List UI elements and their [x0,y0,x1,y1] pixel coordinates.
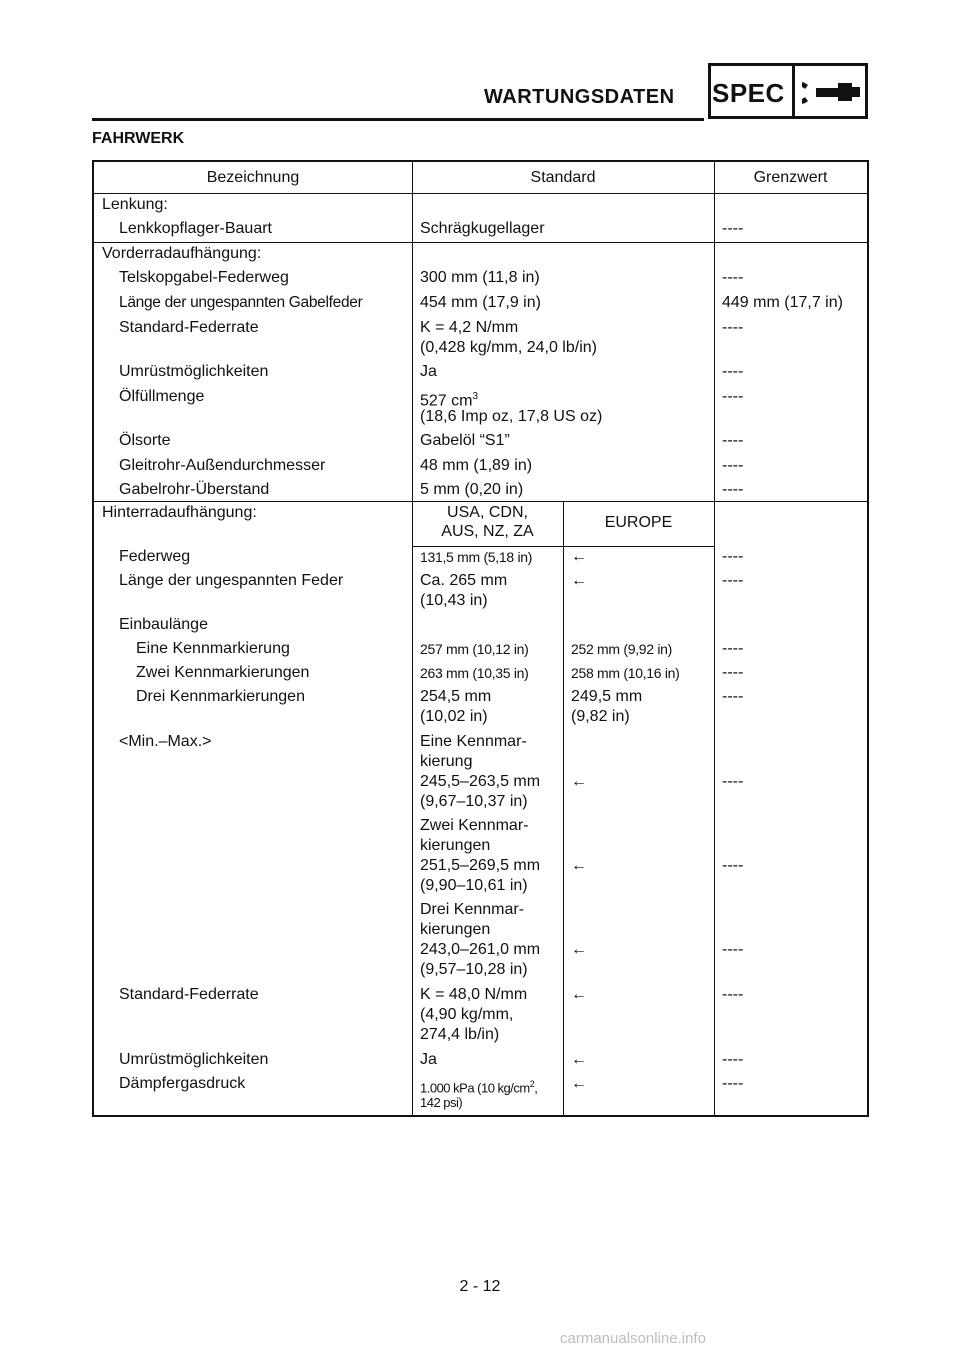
row-same-arrow: ← [571,1051,587,1068]
row-standard-cont: kierungen [420,837,491,854]
row-same-arrow: ← [571,572,587,589]
row-label: Umrüstmöglichkeiten [119,363,269,380]
row-label: Ölsorte [119,432,171,449]
region-header-a: USA, CDN, [447,504,528,521]
page-header-title: WARTUNGSDATEN [484,86,675,108]
row-standard-cont: (9,90–10,61 in) [420,877,528,894]
row-standard: K = 48,0 N/mm [420,986,528,1003]
region-header-a-cont: AUS, NZ, ZA [441,523,534,540]
row-label: Ölfüllmenge [119,388,205,405]
row-standard: 1.000 kPa (10 $kg/cm^2$, [420,1079,538,1096]
row-standard-cont: (10,02 in) [420,708,488,725]
row-standard: Ca. 265 mm [420,572,508,589]
row-standard: 48 mm (1,89 in) [420,457,533,474]
row-standard-cont: kierung [420,753,473,770]
spec-badge-label: SPEC [712,78,785,108]
row-standard-cont: (18,6 Imp oz, 17,8 US oz) [420,408,603,425]
row-standard-cont: 243,0–261,0 mm [420,941,541,958]
row-rule-1 [94,242,867,243]
page-number: 2 - 12 [459,1278,501,1295]
row-label: Länge der ungespannten Gabelfeder [119,294,363,311]
header-rule [92,118,704,121]
row-standard-cont: 251,5–269,5 mm [420,857,541,874]
row-standard: 257 mm (10,12 in) [420,641,529,657]
row-standard-cont: (9,57–10,28 in) [420,961,528,978]
spec-badge-divider [792,63,795,119]
row-label: Dämpfergasdruck [119,1075,246,1092]
group-title-front: Vorderradaufhängung: [102,245,262,262]
row-europe: 249,5 mm [571,688,643,705]
row-label: Federweg [119,548,191,565]
row-standard: Gabelöl “S1” [420,432,510,449]
row-same-arrow: ← [571,1075,587,1092]
col-divider-1 [412,162,413,1115]
row-label: Standard-Federrate [119,986,259,1003]
row-standard: Schrägkugellager [420,220,545,237]
row-limit: ---- [722,457,744,474]
row-europe: 258 mm (10,16 in) [571,665,680,681]
row-standard: 454 mm (17,9 in) [420,294,541,311]
row-limit: ---- [722,572,744,589]
spec-table [92,160,869,1117]
row-standard-cont: (0,428 kg/mm, 24,0 lb/in) [420,339,597,356]
row-label: Umrüstmöglichkeiten [119,1051,269,1068]
row-limit: ---- [722,388,744,405]
row-standard: Drei Kennmar- [420,901,525,918]
row-limit: ---- [722,1075,744,1092]
row-limit: ---- [722,269,744,286]
row-standard: 131,5 mm (5,18 in) [420,549,533,565]
group-title-rear: Hinterradaufhängung: [102,504,257,521]
section-title: FAHRWERK [92,130,185,147]
row-label: Lenkkopflager-Bauart [119,220,272,237]
row-limit: ---- [722,857,744,874]
col-header-standard: Standard [530,169,596,186]
row-limit: ---- [722,432,744,449]
row-standard-cont: (4,90 kg/mm, [420,1006,514,1023]
row-limit: ---- [722,664,744,681]
row-limit: ---- [722,548,744,565]
row-europe-cont: (9,82 in) [571,708,630,725]
row-label: Zwei Kennmarkierungen [136,664,310,681]
col-divider-3 [714,162,715,1115]
row-limit: ---- [722,640,744,657]
col-header-name: Bezeichnung [206,169,300,186]
row-same-arrow: ← [571,773,587,790]
row-limit: ---- [722,363,744,380]
row-standard: Ja [420,1051,437,1068]
row-limit: 449 mm (17,7 in) [722,294,843,311]
col-divider-2 [563,501,564,1115]
header-row-rule [94,193,867,194]
row-standard-cont: 245,5–263,5 mm [420,773,541,790]
wrench-icon [802,72,862,112]
row-limit: ---- [722,481,744,498]
row-standard: 527 $cm^3$ [420,391,479,410]
row-same-arrow: ← [571,857,587,874]
region-header-b: EUROPE [604,514,673,531]
row-standard: 254,5 mm [420,688,492,705]
row-label: Einbaulänge [119,616,208,633]
row-label: Telskopgabel-Federweg [119,269,289,286]
row-standard: 300 mm (11,8 in) [420,269,540,286]
row-standard: Zwei Kennmar- [420,817,529,834]
row-same-arrow: ← [571,986,587,1003]
row-label: Gabelrohr-Überstand [119,481,270,498]
row-standard: 5 mm (0,20 in) [420,481,524,498]
watermark-footer: carmanualsonline.info [560,1330,706,1347]
row-standard-cont: (10,43 in) [420,592,488,609]
row-label: Eine Kennmarkierung [136,640,290,657]
row-standard-cont: (9,67–10,37 in) [420,793,528,810]
row-label: Drei Kennmarkierungen [136,688,305,705]
row-label: <Min.–Max.> [119,733,212,750]
row-europe: 252 mm (9,92 in) [571,641,673,657]
row-standard: K = 4,2 N/mm [420,319,519,336]
row-standard-cont: 274,4 lb/in) [420,1026,500,1043]
row-same-arrow: ← [571,941,587,958]
col-header-limit: Grenzwert [753,169,828,186]
row-rule-2 [94,501,867,502]
row-label: Standard-Federrate [119,319,259,336]
row-label: Länge der ungespannten Feder [119,572,344,589]
row-limit: ---- [722,986,744,1003]
row-standard-cont: kierungen [420,921,491,938]
row-standard: Eine Kennmar- [420,733,527,750]
group-title-steering: Lenkung: [102,196,168,213]
row-limit: ---- [722,319,744,336]
row-standard: 263 mm (10,35 in) [420,665,529,681]
row-standard: Ja [420,363,437,380]
row-limit: ---- [722,688,744,705]
row-same-arrow: ← [571,548,587,565]
row-standard-cont: 142 psi) [420,1095,463,1110]
row-label: Gleitrohr-Außendurchmesser [119,457,326,474]
row-limit: ---- [722,941,744,958]
row-limit: ---- [722,1051,744,1068]
row-limit: ---- [722,773,744,790]
row-limit: ---- [722,220,744,237]
